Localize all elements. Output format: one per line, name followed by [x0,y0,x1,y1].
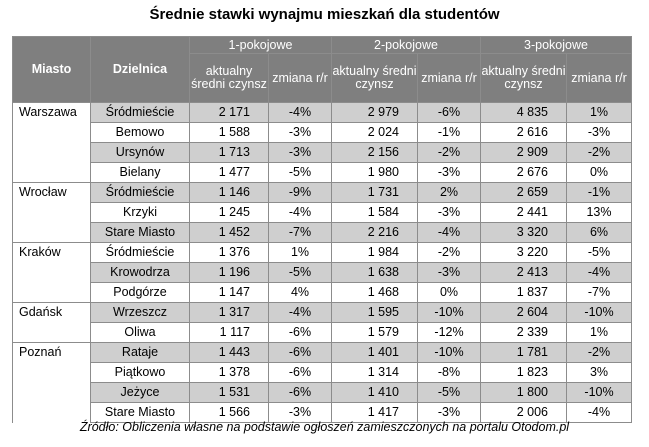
rent-1room-cell: 1 443 [190,343,269,363]
city-cell [13,383,91,403]
change-2room-cell: -3% [418,203,481,223]
table-row [13,343,632,363]
rent-3room-cell: 3 220 [481,243,567,263]
city-cell: Kraków [13,243,91,263]
district-cell: Ursynów [91,143,190,163]
change-3room-cell: -7% [567,283,632,303]
city-cell: Gdańsk [13,303,91,323]
table-row [13,323,632,343]
table-row [13,303,632,323]
change-3room-cell: 0% [567,163,632,183]
rent-2room-cell: 1 314 [332,363,418,383]
rent-1room-cell: 1 452 [190,223,269,243]
rent-3room-cell: 2 616 [481,123,567,143]
rent-3room-cell: 4 835 [481,103,567,123]
district-cell: Rataje [91,343,190,363]
city-cell: Poznań [13,343,91,363]
rent-2room-cell: 1 595 [332,303,418,323]
header-dzielnica: Dzielnica [91,37,190,103]
rent-3room-cell: 2 676 [481,163,567,183]
change-1room-cell: -5% [269,163,332,183]
rent-1room-cell: 1 566 [190,403,269,423]
change-1room-cell: -3% [269,123,332,143]
rent-2room-cell: 2 216 [332,223,418,243]
rent-1room-cell: 1 196 [190,263,269,283]
city-cell [13,323,91,343]
rent-3room-cell: 2 006 [481,403,567,423]
district-cell: Jeżyce [91,383,190,403]
rent-1room-cell: 1 147 [190,283,269,303]
table-row [13,103,632,123]
header-rent: aktualny średni czynsz [332,54,418,103]
change-2room-cell: -12% [418,323,481,343]
change-3room-cell: -5% [567,243,632,263]
table-row [13,163,632,183]
district-cell: Śródmieście [91,103,190,123]
city-cell [13,283,91,303]
change-1room-cell: -7% [269,223,332,243]
rent-1room-cell: 2 171 [190,103,269,123]
rent-3room-cell: 2 441 [481,203,567,223]
rent-2room-cell: 1 984 [332,243,418,263]
header-change: zmiana r/r [567,54,632,103]
district-cell: Bemowo [91,123,190,143]
rent-1room-cell: 1 245 [190,203,269,223]
change-3room-cell: -4% [567,403,632,423]
page-title: Średnie stawki wynajmu mieszkań dla studentów [149,6,500,23]
header-group-1: 1-pokojowe [190,37,332,54]
rent-2room-cell: 2 156 [332,143,418,163]
change-2room-cell: -5% [418,383,481,403]
table-body [13,103,632,423]
district-cell: Krzyki [91,203,190,223]
change-3room-cell: -1% [567,183,632,203]
rent-3room-cell: 2 604 [481,303,567,323]
change-2room-cell: -10% [418,303,481,323]
table-row [13,363,632,383]
city-cell [13,363,91,383]
change-3room-cell: -10% [567,383,632,403]
district-cell: Śródmieście [91,243,190,263]
header-rent: aktualny średni czynsz [190,54,269,103]
change-1room-cell: 4% [269,283,332,303]
change-3room-cell: -2% [567,343,632,363]
rent-table [12,36,632,423]
change-1room-cell: -3% [269,143,332,163]
table-row [13,143,632,163]
header-miasto: Miasto [13,37,91,103]
rent-2room-cell: 1 401 [332,343,418,363]
change-2room-cell: -10% [418,343,481,363]
table-row [13,283,632,303]
rent-1room-cell: 1 117 [190,323,269,343]
district-cell: Śródmieście [91,183,190,203]
table-row [13,263,632,283]
change-2room-cell: 0% [418,283,481,303]
rent-1room-cell: 1 317 [190,303,269,323]
header-change: zmiana r/r [269,54,332,103]
change-3room-cell: -10% [567,303,632,323]
rent-2room-cell: 1 579 [332,323,418,343]
district-cell: Piątkowo [91,363,190,383]
district-cell: Krowodrza [91,263,190,283]
rent-3room-cell: 1 823 [481,363,567,383]
table-row [13,183,632,203]
table-row [13,203,632,223]
rent-1room-cell: 1 477 [190,163,269,183]
rent-2room-cell: 1 410 [332,383,418,403]
change-2room-cell: -8% [418,363,481,383]
table-row [13,123,632,143]
rent-3room-cell: 1 800 [481,383,567,403]
header-rent: aktualny średni czynsz [481,54,567,103]
change-2room-cell: 2% [418,183,481,203]
change-2room-cell: -3% [418,263,481,283]
rent-1room-cell: 1 146 [190,183,269,203]
rent-3room-cell: 3 320 [481,223,567,243]
change-2room-cell: -4% [418,223,481,243]
change-1room-cell: -4% [269,303,332,323]
city-cell [13,203,91,223]
change-3room-cell: 13% [567,203,632,223]
change-2room-cell: -6% [418,103,481,123]
rent-1room-cell: 1 531 [190,383,269,403]
rent-2room-cell: 2 979 [332,103,418,123]
header-change: zmiana r/r [418,54,481,103]
city-cell [13,163,91,183]
header-group-3: 3-pokojowe [481,37,632,54]
change-1room-cell: -9% [269,183,332,203]
change-2room-cell: -2% [418,143,481,163]
district-cell: Wrzeszcz [91,303,190,323]
change-2room-cell: -1% [418,123,481,143]
rent-1room-cell: 1 713 [190,143,269,163]
change-1room-cell: -4% [269,103,332,123]
change-2room-cell: -2% [418,243,481,263]
change-3room-cell: -4% [567,263,632,283]
rent-1room-cell: 1 378 [190,363,269,383]
rent-2room-cell: 1 731 [332,183,418,203]
change-1room-cell: -6% [269,343,332,363]
source-note: Źródło: Obliczenia własne na podstawie ogłoszeń zamieszczonych na portalu Otodom.pl [79,420,570,434]
rent-1room-cell: 1 376 [190,243,269,263]
change-2room-cell: -3% [418,403,481,423]
table-row [13,243,632,263]
change-1room-cell: 1% [269,243,332,263]
rent-2room-cell: 1 417 [332,403,418,423]
change-1room-cell: -5% [269,263,332,283]
city-cell: Wrocław [13,183,91,203]
change-3room-cell: 3% [567,363,632,383]
rent-3room-cell: 2 339 [481,323,567,343]
rent-2room-cell: 2 024 [332,123,418,143]
change-2room-cell: -3% [418,163,481,183]
city-cell [13,123,91,143]
district-cell: Stare Miasto [91,403,190,423]
rent-2room-cell: 1 638 [332,263,418,283]
table-row [13,223,632,243]
district-cell: Stare Miasto [91,223,190,243]
table-row [13,383,632,403]
rent-1room-cell: 1 588 [190,123,269,143]
change-3room-cell: -2% [567,143,632,163]
change-3room-cell: -3% [567,123,632,143]
rent-2room-cell: 1 468 [332,283,418,303]
change-1room-cell: -3% [269,403,332,423]
rent-2room-cell: 1 980 [332,163,418,183]
rent-3room-cell: 2 659 [481,183,567,203]
city-cell [13,143,91,163]
city-cell [13,263,91,283]
district-cell: Oliwa [91,323,190,343]
city-cell [13,223,91,243]
rent-3room-cell: 2 909 [481,143,567,163]
rent-3room-cell: 1 781 [481,343,567,363]
district-cell: Bielany [91,163,190,183]
change-1room-cell: -6% [269,383,332,403]
change-1room-cell: -4% [269,203,332,223]
rent-3room-cell: 1 837 [481,283,567,303]
header-group-2: 2-pokojowe [332,37,481,54]
change-3room-cell: 6% [567,223,632,243]
rent-3room-cell: 2 413 [481,263,567,283]
change-3room-cell: 1% [567,323,632,343]
change-1room-cell: -6% [269,363,332,383]
city-cell: Warszawa [13,103,91,123]
district-cell: Podgórze [91,283,190,303]
change-1room-cell: -6% [269,323,332,343]
rent-2room-cell: 1 584 [332,203,418,223]
change-3room-cell: 1% [567,103,632,123]
